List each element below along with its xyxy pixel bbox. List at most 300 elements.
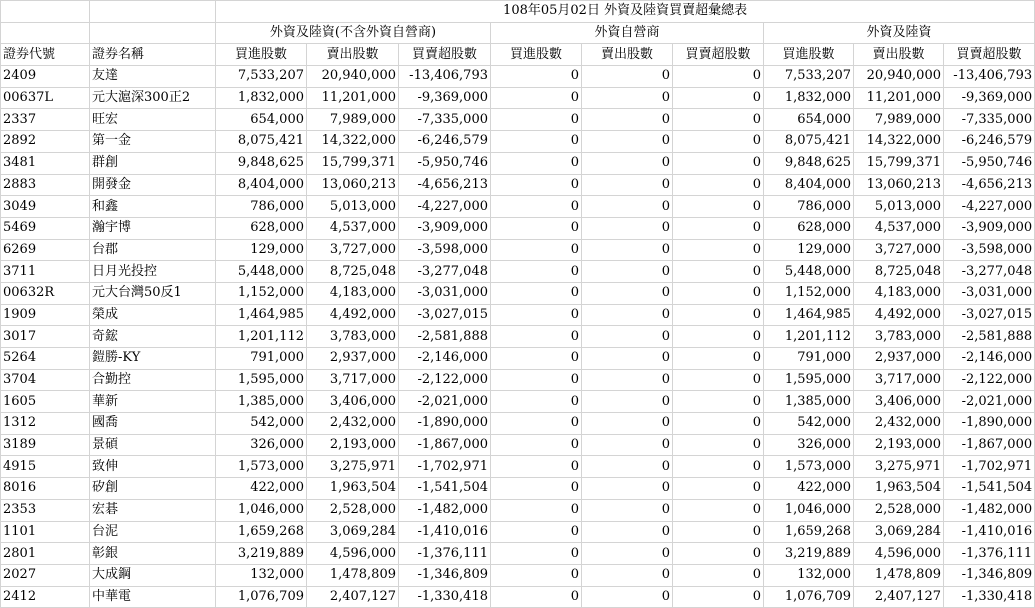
security-name-cell: 台泥 <box>90 521 216 543</box>
security-code-cell: 8016 <box>1 478 90 500</box>
security-code-cell: 2409 <box>1 66 90 88</box>
table-row <box>1 478 1035 500</box>
value-cell: -1,346,809 <box>944 564 1035 586</box>
table-row <box>1 543 1035 565</box>
value-cell: 0 <box>582 239 673 261</box>
value-cell: -5,950,746 <box>944 152 1035 174</box>
value-cell: 0 <box>582 434 673 456</box>
value-cell: 0 <box>491 261 582 283</box>
value-cell: 0 <box>582 391 673 413</box>
value-cell: -1,376,111 <box>399 543 491 565</box>
table-row <box>1 87 1035 109</box>
value-cell: 20,940,000 <box>307 66 399 88</box>
value-cell: -4,656,213 <box>944 174 1035 196</box>
value-cell: -1,702,971 <box>399 456 491 478</box>
value-cell: 791,000 <box>764 348 854 370</box>
security-name-cell: 開發金 <box>90 174 216 196</box>
value-cell: 0 <box>491 66 582 88</box>
security-code-cell: 1605 <box>1 391 90 413</box>
security-name-cell: 友達 <box>90 66 216 88</box>
value-cell: 1,478,809 <box>854 564 944 586</box>
security-code-cell: 3481 <box>1 152 90 174</box>
value-cell: 3,727,000 <box>307 239 399 261</box>
value-cell: 1,201,112 <box>764 326 854 348</box>
value-cell: 0 <box>673 131 764 153</box>
value-cell: 0 <box>491 456 582 478</box>
value-cell: 1,152,000 <box>216 282 307 304</box>
value-cell: 0 <box>582 348 673 370</box>
value-cell: 0 <box>491 521 582 543</box>
column-header: 買進股數 <box>491 44 582 66</box>
security-name-cell: 奇鋐 <box>90 326 216 348</box>
value-cell: 14,322,000 <box>307 131 399 153</box>
value-cell: -4,227,000 <box>399 196 491 218</box>
value-cell: 0 <box>582 521 673 543</box>
security-name-cell: 彰銀 <box>90 543 216 565</box>
value-cell: -1,376,111 <box>944 543 1035 565</box>
value-cell: 1,076,709 <box>216 586 307 608</box>
value-cell: 4,492,000 <box>854 304 944 326</box>
security-code-cell: 2892 <box>1 131 90 153</box>
security-code-cell: 5469 <box>1 217 90 239</box>
value-cell: 0 <box>491 564 582 586</box>
security-code-cell: 4915 <box>1 456 90 478</box>
table-row <box>1 261 1035 283</box>
value-cell: 3,069,284 <box>307 521 399 543</box>
value-cell: 7,533,207 <box>764 66 854 88</box>
value-cell: 0 <box>491 174 582 196</box>
column-header: 買進股數 <box>764 44 854 66</box>
value-cell: 0 <box>673 413 764 435</box>
value-cell: -6,246,579 <box>944 131 1035 153</box>
table-row <box>1 239 1035 261</box>
value-cell: -3,598,000 <box>944 239 1035 261</box>
value-cell: -7,335,000 <box>944 109 1035 131</box>
value-cell: 0 <box>491 586 582 608</box>
security-name-cell: 榮成 <box>90 304 216 326</box>
value-cell: 2,937,000 <box>307 348 399 370</box>
value-cell: 0 <box>491 478 582 500</box>
value-cell: -1,346,809 <box>399 564 491 586</box>
value-cell: 2,937,000 <box>854 348 944 370</box>
value-cell: 5,013,000 <box>307 196 399 218</box>
value-cell: 11,201,000 <box>307 87 399 109</box>
security-code-cell: 1909 <box>1 304 90 326</box>
value-cell: 0 <box>582 196 673 218</box>
security-name-cell: 大成鋼 <box>90 564 216 586</box>
value-cell: -1,410,016 <box>944 521 1035 543</box>
value-cell: 0 <box>582 543 673 565</box>
value-cell: 0 <box>491 434 582 456</box>
value-cell: 4,596,000 <box>307 543 399 565</box>
value-cell: 0 <box>673 543 764 565</box>
value-cell: 0 <box>491 131 582 153</box>
value-cell: 0 <box>491 348 582 370</box>
value-cell: 0 <box>582 174 673 196</box>
security-name-cell: 元大台灣50反1 <box>90 282 216 304</box>
value-cell: 129,000 <box>764 239 854 261</box>
security-name-cell: 致伸 <box>90 456 216 478</box>
table-row <box>1 152 1035 174</box>
value-cell: -1,541,504 <box>399 478 491 500</box>
value-cell: 14,322,000 <box>854 131 944 153</box>
value-cell: -3,598,000 <box>399 239 491 261</box>
value-cell: 1,046,000 <box>764 499 854 521</box>
column-header: 證券代號 <box>1 44 90 66</box>
security-name-cell: 瀚宇博 <box>90 217 216 239</box>
table-row <box>1 326 1035 348</box>
value-cell: 791,000 <box>216 348 307 370</box>
value-cell: 422,000 <box>216 478 307 500</box>
value-cell: 0 <box>491 326 582 348</box>
table-row <box>1 66 1035 88</box>
value-cell: 2,407,127 <box>307 586 399 608</box>
value-cell: 0 <box>673 217 764 239</box>
value-cell: 1,385,000 <box>216 391 307 413</box>
value-cell: 0 <box>491 304 582 326</box>
value-cell: 1,573,000 <box>216 456 307 478</box>
value-cell: 5,448,000 <box>216 261 307 283</box>
value-cell: 1,464,985 <box>216 304 307 326</box>
value-cell: 0 <box>673 499 764 521</box>
security-name-cell: 宏碁 <box>90 499 216 521</box>
value-cell: 0 <box>673 456 764 478</box>
table-row <box>1 499 1035 521</box>
table-row <box>1 413 1035 435</box>
security-name-cell: 鎧勝-KY <box>90 348 216 370</box>
value-cell: -9,369,000 <box>944 87 1035 109</box>
value-cell: 0 <box>673 369 764 391</box>
table-row <box>1 521 1035 543</box>
value-cell: 542,000 <box>764 413 854 435</box>
value-cell: -5,950,746 <box>399 152 491 174</box>
security-name-cell: 景碩 <box>90 434 216 456</box>
security-code-cell: 3704 <box>1 369 90 391</box>
value-cell: -2,122,000 <box>399 369 491 391</box>
blank-cell <box>1 22 90 44</box>
value-cell: 4,596,000 <box>854 543 944 565</box>
value-cell: 5,013,000 <box>854 196 944 218</box>
value-cell: 0 <box>582 261 673 283</box>
value-cell: -13,406,793 <box>944 66 1035 88</box>
value-cell: -1,867,000 <box>944 434 1035 456</box>
security-code-cell: 2801 <box>1 543 90 565</box>
security-code-cell: 00637L <box>1 87 90 109</box>
column-header: 賣出股數 <box>307 44 399 66</box>
value-cell: 0 <box>673 348 764 370</box>
value-cell: -6,246,579 <box>399 131 491 153</box>
value-cell: 4,537,000 <box>307 217 399 239</box>
value-cell: 3,275,971 <box>854 456 944 478</box>
value-cell: -3,031,000 <box>399 282 491 304</box>
value-cell: 0 <box>582 66 673 88</box>
value-cell: 0 <box>582 478 673 500</box>
value-cell: -3,027,015 <box>944 304 1035 326</box>
value-cell: 3,783,000 <box>307 326 399 348</box>
value-cell: -3,909,000 <box>944 217 1035 239</box>
value-cell: -2,146,000 <box>399 348 491 370</box>
security-name-cell: 華新 <box>90 391 216 413</box>
value-cell: -3,031,000 <box>944 282 1035 304</box>
value-cell: 0 <box>491 282 582 304</box>
value-cell: 1,152,000 <box>764 282 854 304</box>
value-cell: 1,659,268 <box>216 521 307 543</box>
value-cell: 1,659,268 <box>764 521 854 543</box>
value-cell: 786,000 <box>216 196 307 218</box>
value-cell: 0 <box>673 196 764 218</box>
value-cell: 0 <box>673 478 764 500</box>
value-cell: -1,482,000 <box>399 499 491 521</box>
value-cell: 0 <box>673 564 764 586</box>
value-cell: 3,406,000 <box>854 391 944 413</box>
value-cell: 1,832,000 <box>764 87 854 109</box>
value-cell: 129,000 <box>216 239 307 261</box>
table-title: 108年05月02日 外資及陸資買賣超彙總表 <box>216 1 1035 23</box>
column-header: 買賣超股數 <box>944 44 1035 66</box>
table-row <box>1 304 1035 326</box>
value-cell: 1,201,112 <box>216 326 307 348</box>
value-cell: -13,406,793 <box>399 66 491 88</box>
value-cell: 4,183,000 <box>854 282 944 304</box>
column-header: 賣出股數 <box>854 44 944 66</box>
value-cell: 9,848,625 <box>764 152 854 174</box>
table-row <box>1 196 1035 218</box>
value-cell: 0 <box>582 413 673 435</box>
value-cell: 4,183,000 <box>307 282 399 304</box>
value-cell: 1,832,000 <box>216 87 307 109</box>
value-cell: 0 <box>582 109 673 131</box>
value-cell: 628,000 <box>764 217 854 239</box>
security-code-cell: 00632R <box>1 282 90 304</box>
value-cell: 422,000 <box>764 478 854 500</box>
value-cell: -1,330,418 <box>944 586 1035 608</box>
value-cell: 7,989,000 <box>307 109 399 131</box>
value-cell: -2,021,000 <box>399 391 491 413</box>
value-cell: -3,027,015 <box>399 304 491 326</box>
value-cell: 8,725,048 <box>307 261 399 283</box>
value-cell: 0 <box>491 369 582 391</box>
value-cell: -2,146,000 <box>944 348 1035 370</box>
column-header: 買賣超股數 <box>673 44 764 66</box>
security-code-cell: 3017 <box>1 326 90 348</box>
value-cell: -3,277,048 <box>944 261 1035 283</box>
value-cell: 1,573,000 <box>764 456 854 478</box>
value-cell: 1,046,000 <box>216 499 307 521</box>
table-row <box>1 391 1035 413</box>
table-row <box>1 348 1035 370</box>
value-cell: 0 <box>582 326 673 348</box>
value-cell: 0 <box>491 152 582 174</box>
value-cell: 0 <box>673 66 764 88</box>
value-cell: 9,848,625 <box>216 152 307 174</box>
value-cell: 0 <box>673 174 764 196</box>
value-cell: 0 <box>582 152 673 174</box>
group-header-row <box>1 22 1035 44</box>
table-row <box>1 434 1035 456</box>
value-cell: 0 <box>673 87 764 109</box>
value-cell: 5,448,000 <box>764 261 854 283</box>
security-name-cell: 矽創 <box>90 478 216 500</box>
value-cell: 0 <box>673 261 764 283</box>
security-code-cell: 2353 <box>1 499 90 521</box>
value-cell: 13,060,213 <box>854 174 944 196</box>
value-cell: -3,277,048 <box>399 261 491 283</box>
value-cell: 2,407,127 <box>854 586 944 608</box>
value-cell: -1,890,000 <box>944 413 1035 435</box>
value-cell: 132,000 <box>764 564 854 586</box>
column-header: 買進股數 <box>216 44 307 66</box>
security-code-cell: 5264 <box>1 348 90 370</box>
value-cell: 0 <box>491 109 582 131</box>
value-cell: -1,890,000 <box>399 413 491 435</box>
security-code-cell: 2027 <box>1 564 90 586</box>
value-cell: 326,000 <box>764 434 854 456</box>
security-code-cell: 2337 <box>1 109 90 131</box>
blank-cell <box>1 1 90 23</box>
value-cell: 0 <box>491 391 582 413</box>
value-cell: 1,478,809 <box>307 564 399 586</box>
value-cell: 654,000 <box>764 109 854 131</box>
group-header-foreign-excl-dealer: 外資及陸資(不含外資自營商) <box>216 22 491 44</box>
value-cell: 3,069,284 <box>854 521 944 543</box>
value-cell: 326,000 <box>216 434 307 456</box>
security-name-cell: 日月光投控 <box>90 261 216 283</box>
security-name-cell: 國喬 <box>90 413 216 435</box>
value-cell: 0 <box>491 196 582 218</box>
value-cell: -1,410,016 <box>399 521 491 543</box>
value-cell: 1,963,504 <box>307 478 399 500</box>
value-cell: 0 <box>673 326 764 348</box>
column-header: 賣出股數 <box>582 44 673 66</box>
value-cell: -2,122,000 <box>944 369 1035 391</box>
value-cell: 0 <box>582 217 673 239</box>
group-header-foreign-dealer: 外資自營商 <box>491 22 764 44</box>
value-cell: 0 <box>491 239 582 261</box>
value-cell: 20,940,000 <box>854 66 944 88</box>
value-cell: 1,076,709 <box>764 586 854 608</box>
table-row <box>1 109 1035 131</box>
value-cell: 0 <box>491 543 582 565</box>
security-name-cell: 和鑫 <box>90 196 216 218</box>
value-cell: 0 <box>673 586 764 608</box>
group-header-foreign-total: 外資及陸資 <box>764 22 1035 44</box>
value-cell: 0 <box>673 521 764 543</box>
table-row <box>1 131 1035 153</box>
security-name-cell: 中華電 <box>90 586 216 608</box>
value-cell: 628,000 <box>216 217 307 239</box>
security-name-cell: 台郡 <box>90 239 216 261</box>
value-cell: -2,021,000 <box>944 391 1035 413</box>
column-header-row <box>1 44 1035 66</box>
security-name-cell: 元大滬深300正2 <box>90 87 216 109</box>
value-cell: 1,385,000 <box>764 391 854 413</box>
value-cell: 654,000 <box>216 109 307 131</box>
value-cell: 0 <box>582 87 673 109</box>
value-cell: 1,963,504 <box>854 478 944 500</box>
security-code-cell: 2412 <box>1 586 90 608</box>
column-header: 買賣超股數 <box>399 44 491 66</box>
table-row <box>1 369 1035 391</box>
value-cell: -1,482,000 <box>944 499 1035 521</box>
value-cell: 2,193,000 <box>307 434 399 456</box>
security-name-cell: 合勤控 <box>90 369 216 391</box>
value-cell: -9,369,000 <box>399 87 491 109</box>
value-cell: 3,727,000 <box>854 239 944 261</box>
value-cell: 2,432,000 <box>307 413 399 435</box>
value-cell: 0 <box>491 413 582 435</box>
value-cell: 542,000 <box>216 413 307 435</box>
value-cell: 7,533,207 <box>216 66 307 88</box>
value-cell: 0 <box>582 456 673 478</box>
value-cell: 8,404,000 <box>216 174 307 196</box>
value-cell: 13,060,213 <box>307 174 399 196</box>
value-cell: 1,464,985 <box>764 304 854 326</box>
blank-cell <box>90 22 216 44</box>
value-cell: 11,201,000 <box>854 87 944 109</box>
table-row <box>1 586 1035 608</box>
value-cell: 2,193,000 <box>854 434 944 456</box>
table-row <box>1 174 1035 196</box>
value-cell: -7,335,000 <box>399 109 491 131</box>
security-code-cell: 6269 <box>1 239 90 261</box>
value-cell: -2,581,888 <box>944 326 1035 348</box>
value-cell: -4,656,213 <box>399 174 491 196</box>
security-name-cell: 第一金 <box>90 131 216 153</box>
security-name-cell: 群創 <box>90 152 216 174</box>
column-header: 證券名稱 <box>90 44 216 66</box>
value-cell: 3,219,889 <box>216 543 307 565</box>
value-cell: 0 <box>673 304 764 326</box>
value-cell: -1,330,418 <box>399 586 491 608</box>
value-cell: 4,537,000 <box>854 217 944 239</box>
value-cell: 15,799,371 <box>307 152 399 174</box>
value-cell: 3,275,971 <box>307 456 399 478</box>
security-code-cell: 3711 <box>1 261 90 283</box>
value-cell: 0 <box>582 564 673 586</box>
value-cell: -1,541,504 <box>944 478 1035 500</box>
value-cell: 0 <box>582 282 673 304</box>
value-cell: 8,075,421 <box>216 131 307 153</box>
value-cell: 3,406,000 <box>307 391 399 413</box>
value-cell: 0 <box>582 499 673 521</box>
security-code-cell: 1101 <box>1 521 90 543</box>
value-cell: -1,702,971 <box>944 456 1035 478</box>
value-cell: 786,000 <box>764 196 854 218</box>
title-row <box>1 1 1035 23</box>
security-code-cell: 3049 <box>1 196 90 218</box>
value-cell: 0 <box>673 239 764 261</box>
value-cell: 8,725,048 <box>854 261 944 283</box>
table-row <box>1 282 1035 304</box>
value-cell: 0 <box>582 131 673 153</box>
value-cell: 2,432,000 <box>854 413 944 435</box>
value-cell: -2,581,888 <box>399 326 491 348</box>
value-cell: 0 <box>582 304 673 326</box>
value-cell: 0 <box>673 109 764 131</box>
value-cell: -4,227,000 <box>944 196 1035 218</box>
value-cell: 3,717,000 <box>307 369 399 391</box>
value-cell: 132,000 <box>216 564 307 586</box>
value-cell: 0 <box>491 87 582 109</box>
value-cell: 0 <box>582 369 673 391</box>
value-cell: 8,075,421 <box>764 131 854 153</box>
value-cell: 0 <box>582 586 673 608</box>
value-cell: 15,799,371 <box>854 152 944 174</box>
value-cell: 0 <box>673 391 764 413</box>
security-code-cell: 3189 <box>1 434 90 456</box>
value-cell: 0 <box>491 217 582 239</box>
table-row <box>1 564 1035 586</box>
